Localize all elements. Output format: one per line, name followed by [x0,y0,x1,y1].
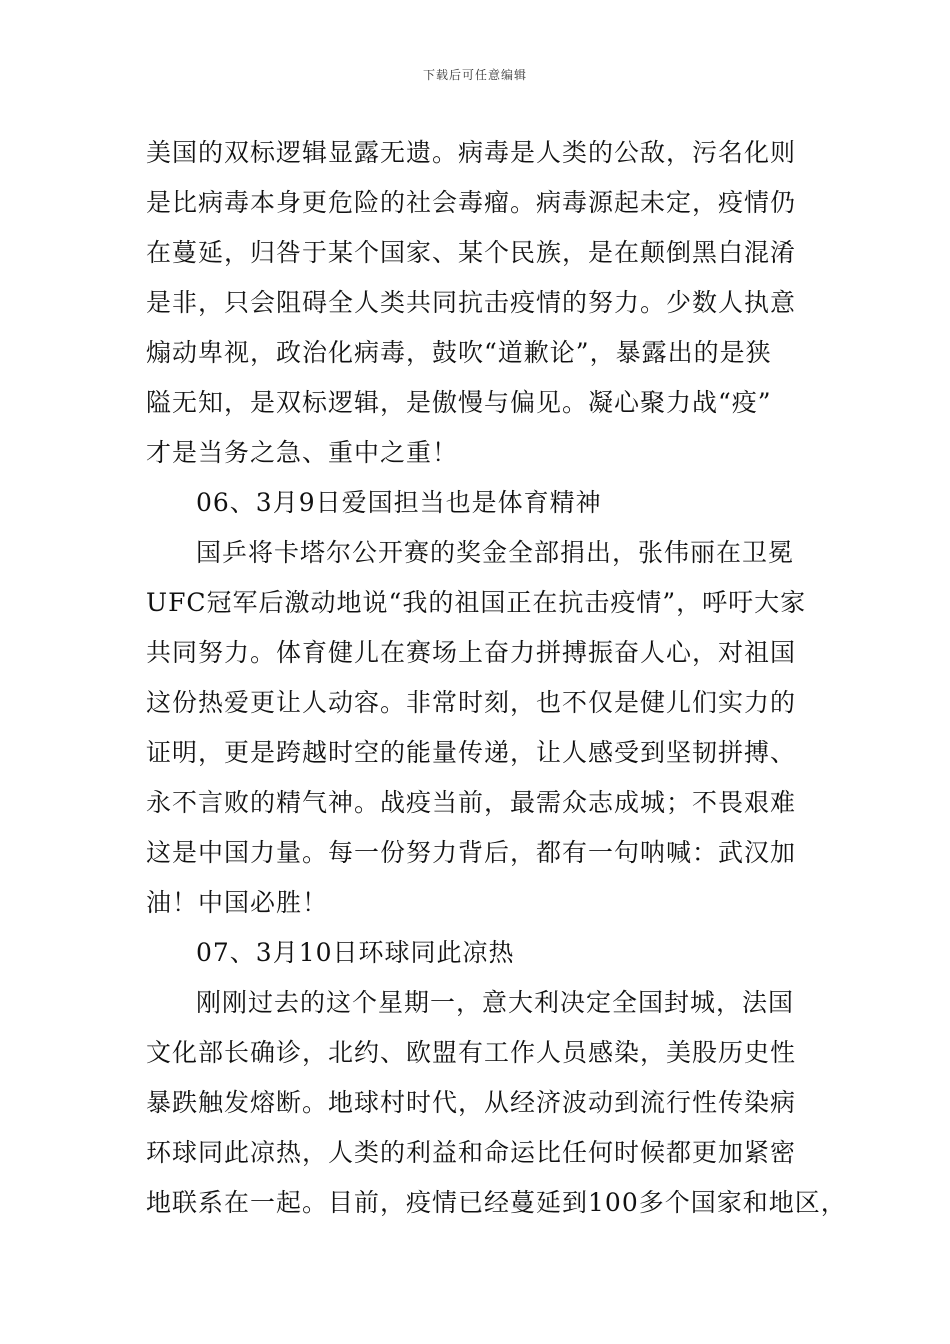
text-line: 这份热爱更让人动容。非常时刻，也不仅是健儿们实力的 [146,688,797,717]
text-line: 地联系在一起。目前，疫情已经蔓延到100多个国家和地区， [146,1188,847,1217]
text-line: 环球同此凉热，人类的利益和命运比任何时候都更加紧密 [146,1138,797,1167]
text-line: 油！中国必胜！ [146,888,329,917]
paragraph-first-line: 刚刚过去的这个星期一，意大利决定全国封城，法国 [196,988,795,1017]
text-line: 在蔓延，归咎于某个国家、某个民族，是在颠倒黑白混淆 [146,238,797,267]
section-heading-06: 06、3月9日爱国担当也是体育精神 [196,488,602,517]
text-line: 是比病毒本身更危险的社会毒瘤。病毒源起未定，疫情仍 [146,188,797,217]
text-line: 证明，更是跨越时空的能量传递，让人感受到坚韧拼搏、 [146,738,797,767]
text-line: 共同努力。体育健儿在赛场上奋力拼搏振奋人心，对祖国 [146,638,797,667]
document-body [146,128,847,1228]
text-line: 隘无知，是双标逻辑，是傲慢与偏见。凝心聚力战“疫” [146,388,772,417]
text-line: 文化部长确诊，北约、欧盟有工作人员感染，美股历史性 [146,1038,797,1067]
header-note: 下载后可任意编辑 [422,68,527,82]
section-heading-07: 07、3月10日环球同此凉热 [196,938,515,967]
text-line: 是非，只会阻碍全人类共同抗击疫情的努力。少数人执意 [146,288,797,317]
text-line: 煽动卑视，政治化病毒，鼓吹“道歉论”，暴露出的是狭 [146,338,772,367]
text-line: UFC冠军后激动地说“我的祖国正在抗击疫情”，呼吁大家 [146,588,807,617]
text-line: 暴跌触发熔断。地球村时代，从经济波动到流行性传染病 [146,1088,797,1117]
text-line: 美国的双标逻辑显露无遗。病毒是人类的公敌，污名化则 [146,138,797,167]
paragraph-first-line: 国乒将卡塔尔公开赛的奖金全部捐出，张伟丽在卫冕 [196,538,795,567]
text-line: 永不言败的精气神。战疫当前，最需众志成城；不畏艰难 [146,788,797,817]
text-line: 才是当务之急、重中之重！ [146,438,459,467]
text-line: 这是中国力量。每一份努力背后，都有一句呐喊：武汉加 [146,838,797,867]
